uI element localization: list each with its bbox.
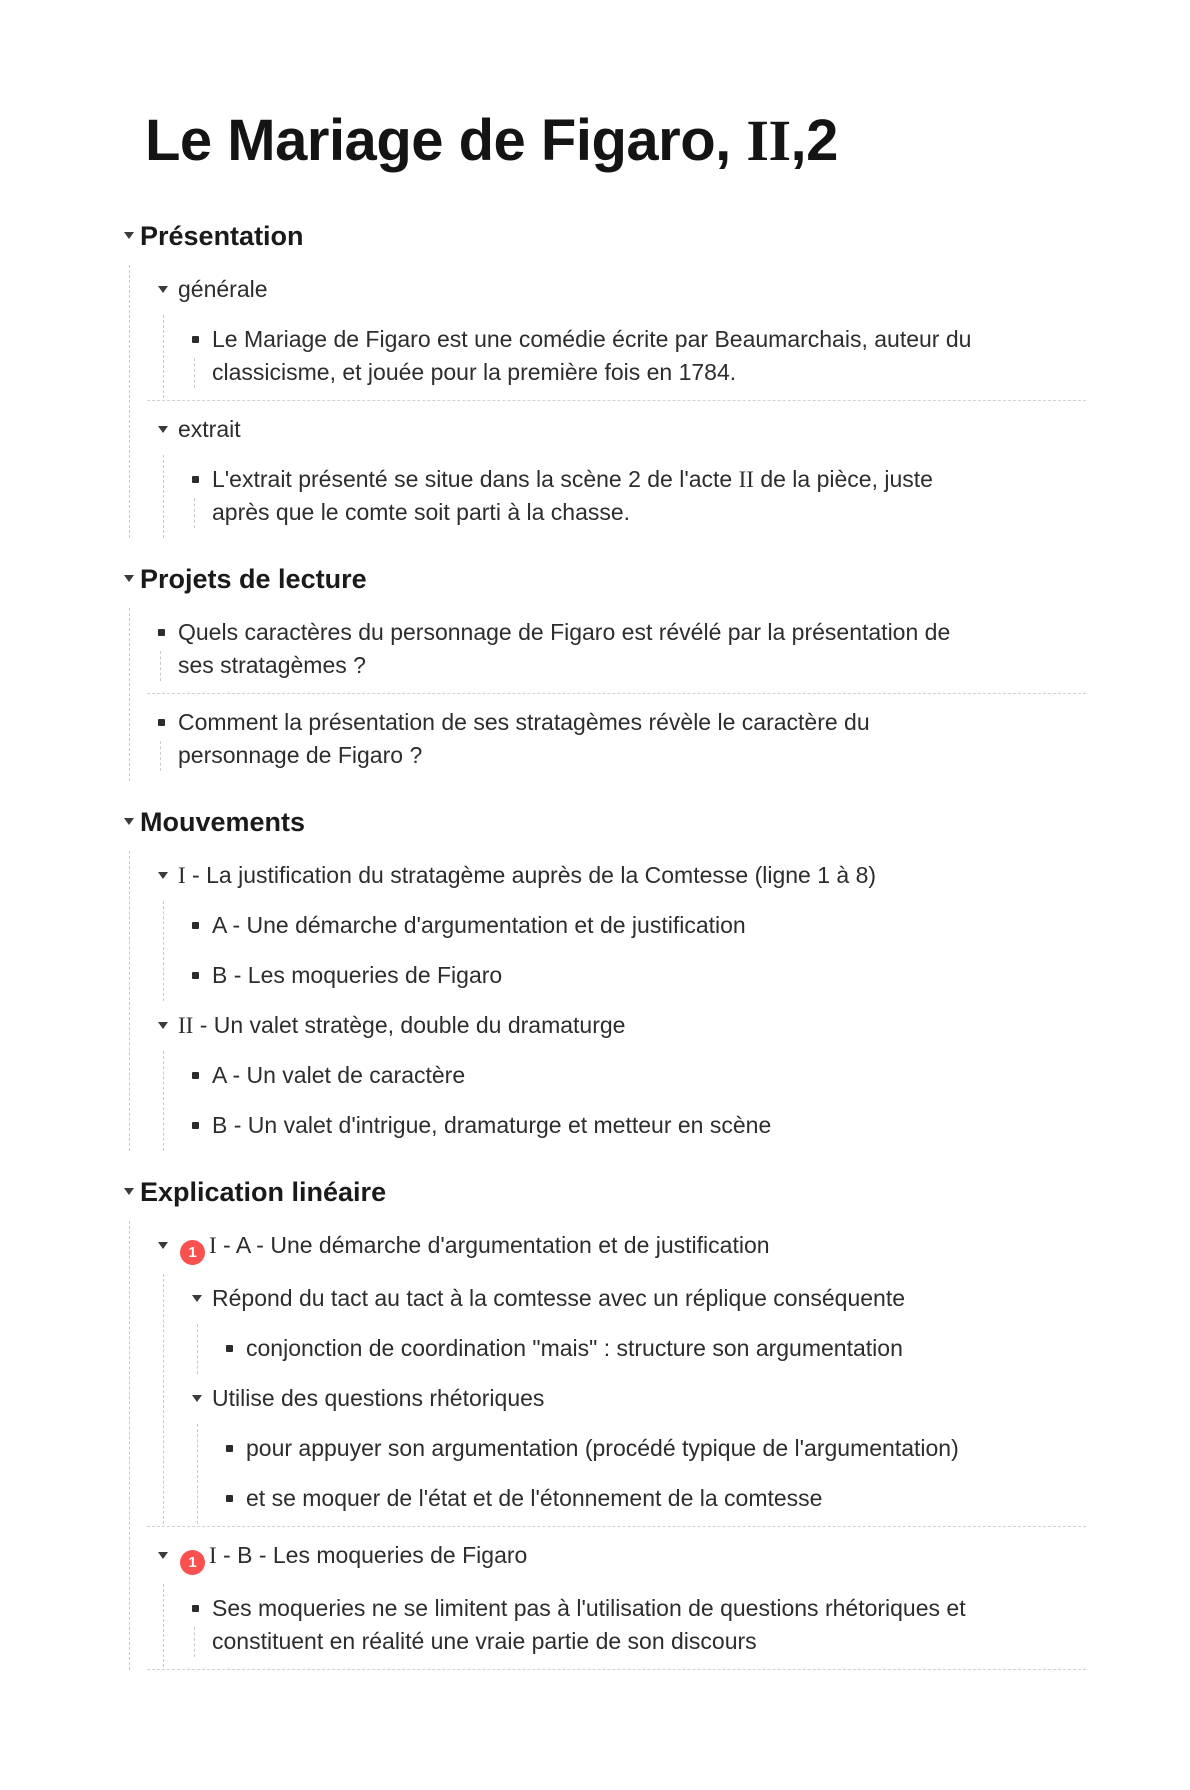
outline-row[interactable] [158, 608, 1086, 691]
document-header [145, 106, 1086, 177]
outline-node [226, 1474, 1086, 1524]
roman-numeral-text: II [746, 108, 791, 173]
section-heading[interactable]: Explication linéaire [140, 1176, 387, 1207]
section-heading[interactable]: Présentation [140, 220, 304, 251]
dashed-divider [147, 1669, 1086, 1670]
item-text[interactable] [246, 1435, 959, 1461]
outline-node [192, 455, 1086, 538]
dashed-divider [147, 693, 1086, 694]
outline-section [124, 789, 1086, 1151]
outline-row[interactable] [158, 1531, 1086, 1584]
children-group [163, 455, 1086, 538]
collapse-toggle-icon[interactable] [192, 1395, 202, 1402]
section-heading-row[interactable] [124, 203, 1086, 265]
text-run: - La justification du stratagème auprès de la Comtesse (ligne 1 à 8) [185, 861, 877, 888]
text-run: après que le comte soit parti à la chasse. [212, 498, 631, 525]
text-run: - A - Une démarche d'argumentation et de justification [216, 1231, 770, 1258]
outline-node [158, 1221, 1086, 1524]
item-text[interactable] [178, 1012, 625, 1038]
text-run: A - Un valet de caractère [212, 1061, 466, 1088]
document-title[interactable] [145, 106, 1086, 177]
item-text[interactable] [178, 619, 950, 678]
outline-node [158, 1001, 1086, 1151]
outline-node [192, 1101, 1086, 1151]
collapse-toggle-icon[interactable] [158, 286, 168, 293]
collapse-toggle-icon[interactable] [124, 232, 134, 239]
roman-numeral-text: II [178, 1012, 194, 1038]
outline-row[interactable] [192, 1051, 1086, 1101]
text-run: Ses moqueries ne se limitent pas à l'utilisation de questions rhétoriques et [212, 1594, 966, 1621]
item-text[interactable] [212, 326, 971, 385]
children-group [129, 1221, 1086, 1670]
outline-row[interactable] [158, 1001, 1086, 1051]
outline-section [124, 203, 1086, 538]
text-run: Quels caractères du personnage de Figaro est révélé par la présentation de [178, 618, 951, 645]
outline-node [192, 315, 1086, 398]
text-run: ses stratagèmes ? [178, 651, 366, 678]
outline-section [124, 546, 1086, 781]
outline [124, 203, 1086, 1670]
outline-node [192, 1274, 1086, 1374]
outline-row[interactable] [192, 455, 1086, 538]
outline-section [124, 1159, 1086, 1670]
dashed-divider [147, 400, 1086, 401]
roman-numeral-text: I [209, 1232, 217, 1258]
text-run: A - Une démarche d'argumentation et de justification [212, 911, 746, 938]
bullet-icon[interactable] [158, 719, 165, 726]
outline-row[interactable] [192, 315, 1086, 398]
outline-row[interactable] [192, 1584, 1086, 1667]
text-run: Le Mariage de Figaro, [145, 108, 747, 173]
text-run: - B - Les moqueries de Figaro [216, 1541, 528, 1568]
roman-numeral-text: I [178, 862, 186, 888]
item-text[interactable] [178, 1231, 770, 1261]
collapse-toggle-icon[interactable] [158, 426, 168, 433]
section-heading-row[interactable] [124, 1159, 1086, 1221]
text-run: Utilise des questions rhétoriques [212, 1384, 545, 1411]
text-run: extrait [178, 415, 241, 442]
dashed-divider [147, 1526, 1086, 1527]
children-group [197, 1424, 1086, 1524]
wrap-guide-line [194, 1627, 195, 1657]
item-text[interactable] [212, 912, 746, 938]
collapse-toggle-icon[interactable] [124, 1188, 134, 1195]
children-group [129, 608, 1086, 781]
outline-node [192, 951, 1086, 1001]
priority-1-badge-icon: 1 [180, 1240, 205, 1265]
text-run: L'extrait présenté se situe dans la scène 2 de l'acte [212, 465, 739, 492]
text-run: - Un valet stratège, double du dramaturge [193, 1011, 626, 1038]
roman-numeral-text: II [738, 466, 754, 492]
children-group [163, 901, 1086, 1001]
text-run: classicisme, et jouée pour la première fois en 1784. [212, 358, 737, 385]
item-text[interactable] [246, 1485, 822, 1511]
section-heading[interactable]: Mouvements [140, 806, 306, 837]
outline-row[interactable] [226, 1324, 1086, 1374]
collapse-toggle-icon[interactable] [158, 1552, 168, 1559]
outline-node [158, 851, 1086, 1001]
collapse-toggle-icon[interactable] [124, 575, 134, 582]
bullet-icon[interactable] [192, 922, 199, 929]
bullet-icon[interactable] [192, 1122, 199, 1129]
wrap-guide-line [160, 741, 161, 771]
outline-node [158, 405, 1086, 538]
bullet-icon[interactable] [226, 1445, 233, 1452]
wrap-guide-line [194, 498, 195, 528]
outline-node [158, 698, 1086, 781]
roman-numeral-text: I [209, 1542, 217, 1568]
outline-row[interactable] [192, 951, 1086, 1001]
outline-row[interactable] [158, 698, 1086, 781]
outline-node [192, 1051, 1086, 1101]
collapse-toggle-icon[interactable] [124, 818, 134, 825]
text-run: personnage de Figaro ? [178, 741, 423, 768]
item-text[interactable] [212, 1112, 771, 1138]
item-text[interactable] [178, 862, 876, 888]
children-group [163, 1274, 1086, 1524]
bullet-icon[interactable] [192, 972, 199, 979]
outline-row[interactable] [192, 1374, 1086, 1424]
outline-row[interactable] [192, 1101, 1086, 1151]
bullet-icon[interactable] [192, 336, 199, 343]
text-run: conjonction de coordination "mais" : structure son argumentation [246, 1334, 903, 1361]
section-heading[interactable]: Projets de lecture [140, 563, 367, 594]
bullet-icon[interactable] [192, 1072, 199, 1079]
children-group [163, 1584, 1086, 1667]
outline-row[interactable] [226, 1474, 1086, 1524]
outline-row[interactable] [192, 901, 1086, 951]
item-text[interactable] [212, 1595, 966, 1654]
item-text[interactable] [212, 1385, 544, 1411]
item-text[interactable] [212, 962, 502, 988]
outline-row[interactable] [158, 1221, 1086, 1274]
wrap-guide-line [160, 651, 161, 681]
children-group [129, 851, 1086, 1151]
bullet-icon[interactable] [192, 1605, 199, 1612]
outline-row[interactable] [226, 1424, 1086, 1474]
item-text[interactable] [178, 709, 870, 768]
text-run: ,2 [790, 108, 838, 173]
text-run: B - Les moqueries de Figaro [212, 961, 503, 988]
outline-row[interactable] [158, 405, 1086, 455]
text-run: générale [178, 275, 268, 302]
wrap-guide-line [194, 358, 195, 388]
item-text[interactable] [212, 466, 933, 525]
collapse-toggle-icon[interactable] [158, 1022, 168, 1029]
outline-row[interactable] [158, 851, 1086, 901]
item-text[interactable] [212, 1285, 905, 1311]
outline-node [226, 1424, 1086, 1474]
item-text[interactable] [178, 416, 241, 442]
text-run: constituent en réalité une vraie partie de son discours [212, 1627, 757, 1654]
outline-node [158, 608, 1086, 691]
section-heading-row[interactable] [124, 789, 1086, 851]
bullet-icon[interactable] [226, 1345, 233, 1352]
item-text[interactable] [212, 1062, 465, 1088]
bullet-icon[interactable] [226, 1495, 233, 1502]
outline-node [192, 1584, 1086, 1667]
text-run: Le Mariage de Figaro est une comédie écrite par Beaumarchais, auteur du [212, 325, 972, 352]
text-run: de la pièce, juste [753, 465, 933, 492]
outline-node [158, 265, 1086, 398]
item-text[interactable] [178, 276, 268, 302]
bullet-icon[interactable] [158, 629, 165, 636]
outline-node [192, 901, 1086, 951]
collapse-toggle-icon[interactable] [158, 1242, 168, 1249]
outline-row[interactable] [158, 265, 1086, 315]
children-group [163, 1051, 1086, 1151]
outline-node [158, 1531, 1086, 1667]
text-run: et se moquer de l'état et de l'étonnement de la comtesse [246, 1484, 823, 1511]
text-run: pour appuyer son argumentation (procédé typique de l'argumentation) [246, 1434, 959, 1461]
item-text[interactable] [178, 1541, 528, 1571]
outline-node [192, 1374, 1086, 1524]
outline-row[interactable] [192, 1274, 1086, 1324]
text-run: Répond du tact au tact à la comtesse avec un réplique conséquente [212, 1284, 906, 1311]
children-group [129, 265, 1086, 538]
outline-node [226, 1324, 1086, 1374]
bullet-icon[interactable] [192, 476, 199, 483]
item-text[interactable] [246, 1335, 903, 1361]
children-group [163, 315, 1086, 398]
text-run: Comment la présentation de ses stratagèmes révèle le caractère du [178, 708, 870, 735]
priority-1-badge-icon: 1 [180, 1550, 205, 1575]
children-group [197, 1324, 1086, 1374]
collapse-toggle-icon[interactable] [192, 1295, 202, 1302]
section-heading-row[interactable] [124, 546, 1086, 608]
text-run: B - Un valet d'intrigue, dramaturge et metteur en scène [212, 1111, 772, 1138]
collapse-toggle-icon[interactable] [158, 872, 168, 879]
